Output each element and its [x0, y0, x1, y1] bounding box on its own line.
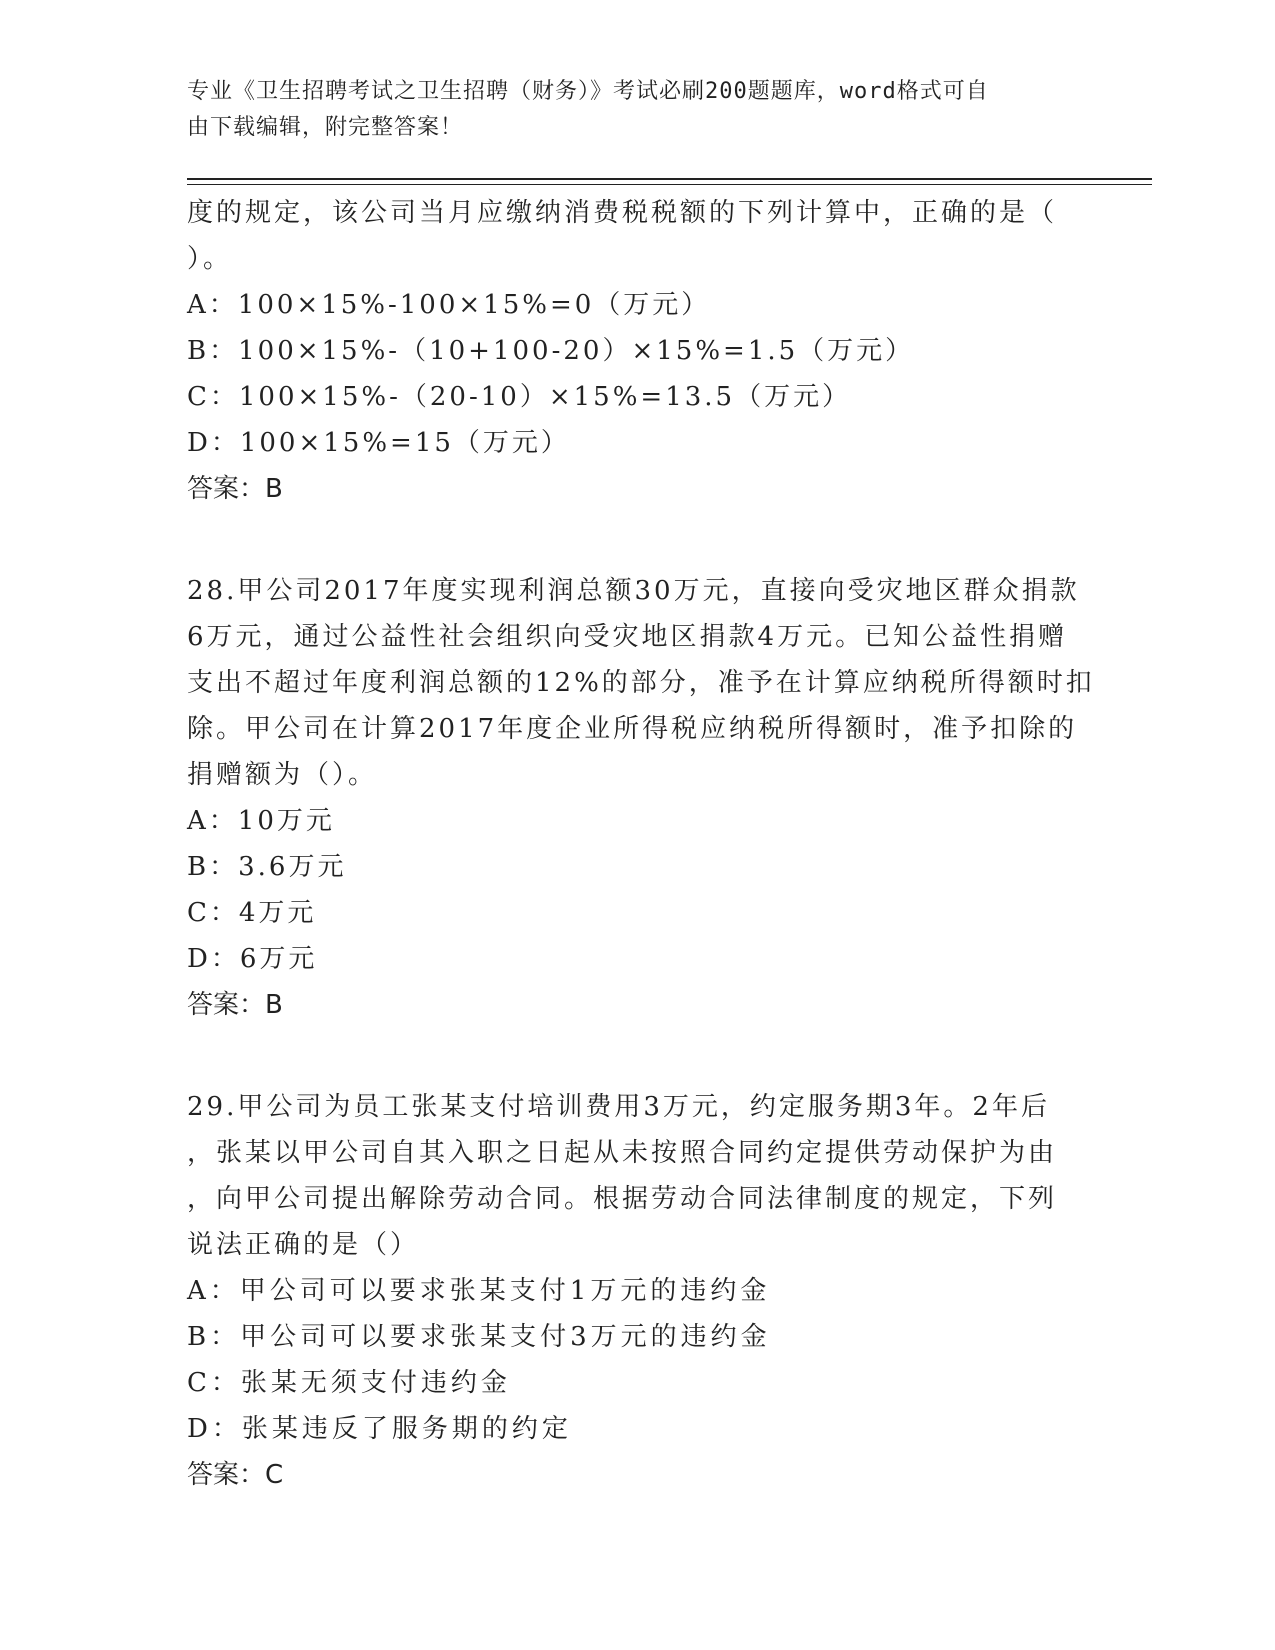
question-stem-line: 6万元，通过公益性社会组织向受灾地区捐款4万元。已知公益性捐赠	[187, 622, 1068, 652]
header-line-1: 专业《卫生招聘考试之卫生招聘（财务）》考试必刷200题题库，word格式可自	[187, 79, 989, 104]
question-stem-line: 除。甲公司在计算2017年度企业所得税应纳税所得额时，准予扣除的	[187, 714, 1078, 744]
option-b: B：甲公司可以要求张某支付3万元的违约金	[187, 1322, 771, 1352]
question-27	[187, 190, 1087, 512]
question-29	[187, 1084, 1087, 1498]
option-b: B：100×15%-（10+100-20）×15%=1.5（万元）	[187, 336, 915, 366]
document-body	[187, 190, 1095, 1498]
question-stem-line: ）。	[187, 244, 233, 274]
question-stem-line: ，向甲公司提出解除劳动合同。根据劳动合同法律制度的规定，下列	[187, 1184, 1058, 1214]
option-a: A：100×15%-100×15%=0（万元）	[187, 290, 711, 320]
option-d: D：6万元	[187, 944, 318, 974]
option-c: C：100×15%-（20-10）×15%=13.5（万元）	[187, 382, 852, 412]
answer-line: 答案：B	[187, 474, 283, 504]
option-b: B：3.6万元	[187, 852, 347, 882]
question-stem-line: 28.甲公司2017年度实现利润总额30万元，直接向受灾地区群众捐款	[187, 576, 1080, 606]
question-stem-line: ，张某以甲公司自其入职之日起从未按照合同约定提供劳动保护为由	[187, 1138, 1058, 1168]
answer-line: 答案：C	[187, 1460, 284, 1490]
option-c: C：张某无须支付违约金	[187, 1368, 511, 1398]
option-c: C：4万元	[187, 898, 317, 928]
question-stem-line: 说法正确的是（）	[187, 1230, 420, 1260]
option-a: A：10万元	[187, 806, 335, 836]
header-rule-thin	[187, 184, 1152, 185]
question-stem-line: 捐赠额为（）。	[187, 760, 378, 790]
question-stem-line: 29.甲公司为员工张某支付培训费用3万元，约定服务期3年。2年后	[187, 1092, 1050, 1122]
option-a: A：甲公司可以要求张某支付1万元的违约金	[187, 1276, 771, 1306]
header-rule-thick	[187, 178, 1152, 180]
question-28	[187, 568, 1095, 1028]
question-stem-line: 支出不超过年度利润总额的12%的部分，准予在计算应纳税所得额时扣	[187, 668, 1095, 698]
question-spacer	[187, 1028, 1087, 1084]
document-header	[187, 74, 1067, 146]
question-stem-line: 度的规定，该公司当月应缴纳消费税税额的下列计算中，正确的是（	[187, 198, 1058, 228]
header-line-2: 由下载编辑，附完整答案！	[187, 115, 464, 140]
answer-line: 答案：B	[187, 990, 283, 1020]
option-d: D：张某违反了服务期的约定	[187, 1414, 572, 1444]
question-spacer	[187, 512, 1087, 568]
option-d: D：100×15%=15（万元）	[187, 428, 570, 458]
